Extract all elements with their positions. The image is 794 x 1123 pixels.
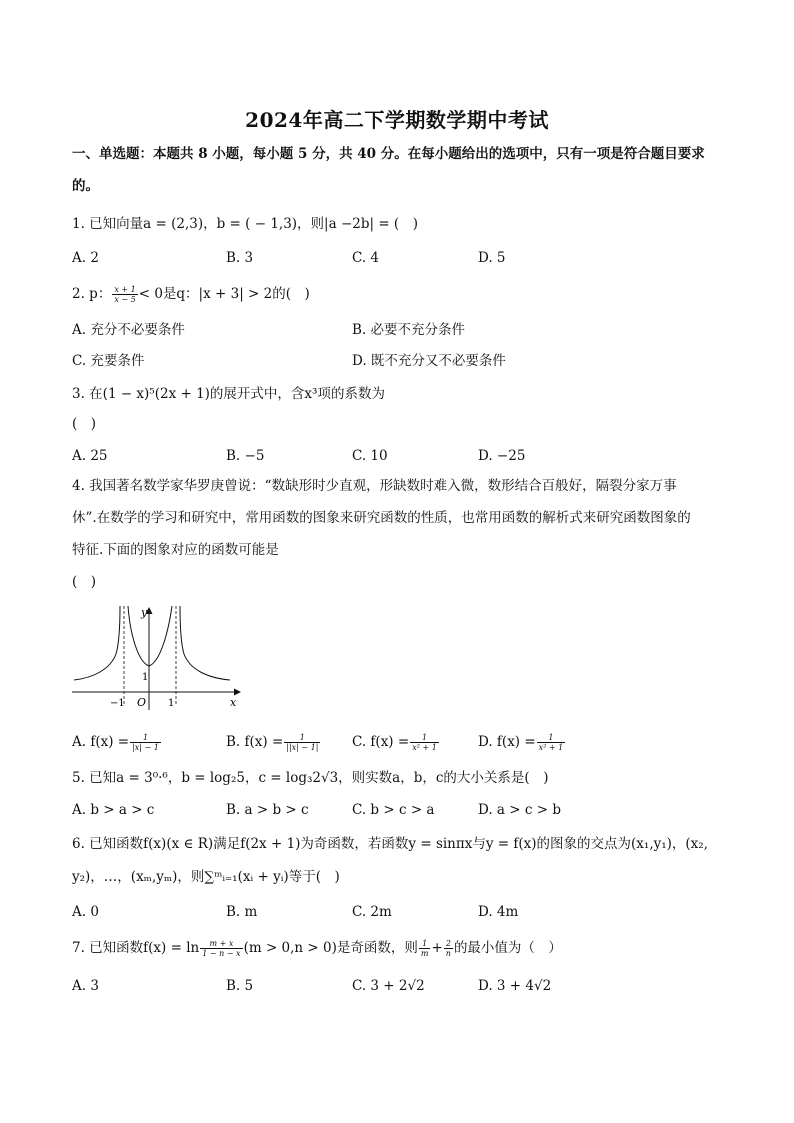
q4-option-a-fraction bbox=[130, 733, 161, 752]
q2-fraction bbox=[112, 285, 137, 304]
curve-middle-branch bbox=[128, 606, 172, 666]
page-title: 2024年高二下学期数学期中考试 bbox=[245, 108, 549, 132]
q4-option-a-den: |x| − 1 bbox=[132, 743, 159, 752]
q1-option-a: A. 2 bbox=[72, 250, 99, 266]
q4-option-a bbox=[72, 732, 162, 752]
graph-pos-one-label: 1 bbox=[168, 698, 175, 709]
curve-left-branch bbox=[74, 606, 120, 680]
question-5-stem: 5. 已知a = 3⁰·⁶，b = log₂5，c = log₃2√3，则实数a，b，c的大小关系是( ) bbox=[72, 770, 549, 786]
q6-option-b: B. m bbox=[226, 904, 258, 920]
q6-option-d: D. 4m bbox=[478, 904, 519, 920]
graph-origin-label: O bbox=[137, 696, 147, 709]
question-7-stem bbox=[72, 938, 562, 958]
q2-option-c: C. 充要条件 bbox=[72, 353, 145, 369]
q3-option-a: A. 25 bbox=[72, 448, 108, 464]
q6-option-c: C. 2m bbox=[352, 904, 392, 920]
graph-x-label: x bbox=[230, 696, 237, 709]
q6-option-a: A. 0 bbox=[72, 904, 99, 920]
q7-f1-den: m bbox=[420, 949, 429, 958]
function-graph bbox=[70, 604, 245, 714]
q7-f2-den: n bbox=[445, 949, 451, 958]
section-header-line1: 一、单选题：本题共 8 小题，每小题 5 分，共 40 分。在每小题给出的选项中，只有一项是符合题目要求 bbox=[72, 146, 705, 162]
q7-option-a: A. 3 bbox=[72, 978, 99, 994]
q2-frac-den: x − 5 bbox=[114, 295, 136, 304]
q7-f1-num: 1 bbox=[419, 939, 431, 949]
q1-option-b: B. 3 bbox=[226, 250, 254, 266]
q1-option-d: D. 5 bbox=[478, 250, 506, 266]
q4-option-a-label: A. f(x) = bbox=[72, 734, 130, 750]
q2-frac-num: x + 1 bbox=[114, 285, 136, 294]
q7-f2-num: 2 bbox=[444, 939, 453, 949]
q7-plus: + bbox=[431, 940, 443, 956]
q4-option-a-num: 1 bbox=[130, 733, 161, 743]
q4-option-d-den: x² + 1 bbox=[538, 743, 564, 752]
q4-option-d-num: 1 bbox=[537, 733, 566, 743]
q4-option-c-fraction bbox=[410, 733, 439, 752]
q7-frac-num: m + x bbox=[200, 939, 242, 949]
question-4-line1: 4. 我国著名数学家华罗庚曾说：“数缺形时少直观，形缺数时难入微，数形结合百般好，隔裂分家万事 bbox=[72, 478, 677, 494]
q7-option-d: D. 3 + 4√2 bbox=[478, 978, 552, 994]
q1-option-c: C. 4 bbox=[352, 250, 380, 266]
curve-right-branch bbox=[180, 606, 230, 680]
q5-option-d: D. a > c > b bbox=[478, 802, 561, 818]
q4-option-b bbox=[226, 732, 321, 752]
q3-answer-paren: ( ) bbox=[72, 416, 97, 432]
q7-fraction-1 bbox=[419, 939, 431, 958]
question-2-stem bbox=[72, 284, 310, 304]
q7-stem-post: 的最小值为（ ） bbox=[453, 940, 562, 956]
q4-option-d-fraction bbox=[537, 733, 566, 752]
q4-option-b-den: ||x| − 1| bbox=[286, 743, 319, 752]
q4-option-b-num: 1 bbox=[284, 733, 320, 743]
question-6-line1: 6. 已知函数f(x)(x ∈ R)满足f(2x + 1)为奇函数，若函数y = sinπx与y = f(x)的图象的交点为(x₁,y₁)，(x₂, bbox=[72, 836, 709, 852]
q3-option-b: B. −5 bbox=[226, 448, 265, 464]
q4-option-c bbox=[352, 732, 440, 752]
q7-fraction-main bbox=[200, 939, 242, 958]
q4-answer-paren: ( ) bbox=[72, 574, 97, 590]
section-header-line2: 的。 bbox=[72, 178, 99, 194]
q2-stem-pre: 2. p： bbox=[72, 286, 112, 302]
q5-option-c: C. b > c > a bbox=[352, 802, 435, 818]
q4-option-c-den: x² + 1 bbox=[412, 743, 437, 752]
q3-option-c: C. 10 bbox=[352, 448, 388, 464]
q2-option-d: D. 既不充分又不必要条件 bbox=[352, 353, 506, 369]
question-1-stem: 1. 已知向量a = (2,3)，b = ( − 1,3)，则|a −2b| = ( ) bbox=[72, 216, 418, 232]
q4-option-c-num: 1 bbox=[410, 733, 439, 743]
q4-option-d-label: D. f(x) = bbox=[478, 734, 536, 750]
q5-option-b: B. a > b > c bbox=[226, 802, 309, 818]
question-3-stem: 3. 在(1 − x)⁵(2x + 1)的展开式中，含x³项的系数为 bbox=[72, 386, 385, 402]
graph-y-label: y bbox=[141, 606, 148, 619]
q4-option-b-label: B. f(x) = bbox=[226, 734, 284, 750]
q2-option-a: A. 充分不必要条件 bbox=[72, 322, 185, 338]
q4-option-c-label: C. f(x) = bbox=[352, 734, 410, 750]
q7-option-b: B. 5 bbox=[226, 978, 254, 994]
graph-neg-one-label: −1 bbox=[110, 698, 125, 709]
q3-option-d: D. −25 bbox=[478, 448, 526, 464]
q5-option-a: A. b > a > c bbox=[72, 802, 155, 818]
q4-option-b-fraction bbox=[284, 733, 320, 752]
q7-stem-pre: 7. 已知函数f(x) = ln bbox=[72, 940, 200, 956]
q2-stem-post: < 0是q：|x + 3| > 2的( ) bbox=[138, 286, 310, 302]
q7-stem-mid: (m > 0,n > 0)是奇函数，则 bbox=[243, 940, 418, 956]
q7-frac-den: 1 − n − x bbox=[202, 949, 241, 958]
question-4-line2: 休”.在数学的学习和研究中，常用函数的图象来研究函数的性质，也常用函数的解析式来研究函数图象的 bbox=[72, 510, 691, 526]
graph-y-one-label: 1 bbox=[142, 672, 149, 683]
q7-option-c: C. 3 + 2√2 bbox=[352, 978, 425, 994]
q4-option-d bbox=[478, 732, 566, 752]
question-4-line3: 特征.下面的图象对应的函数可能是 bbox=[72, 542, 279, 558]
question-6-line2: y₂)，…，(xₘ,yₘ)，则∑ᵐᵢ₌₁(xᵢ + yᵢ)等于( ) bbox=[72, 869, 340, 885]
q7-fraction-2 bbox=[444, 939, 453, 958]
q2-option-b: B. 必要不充分条件 bbox=[352, 322, 466, 338]
